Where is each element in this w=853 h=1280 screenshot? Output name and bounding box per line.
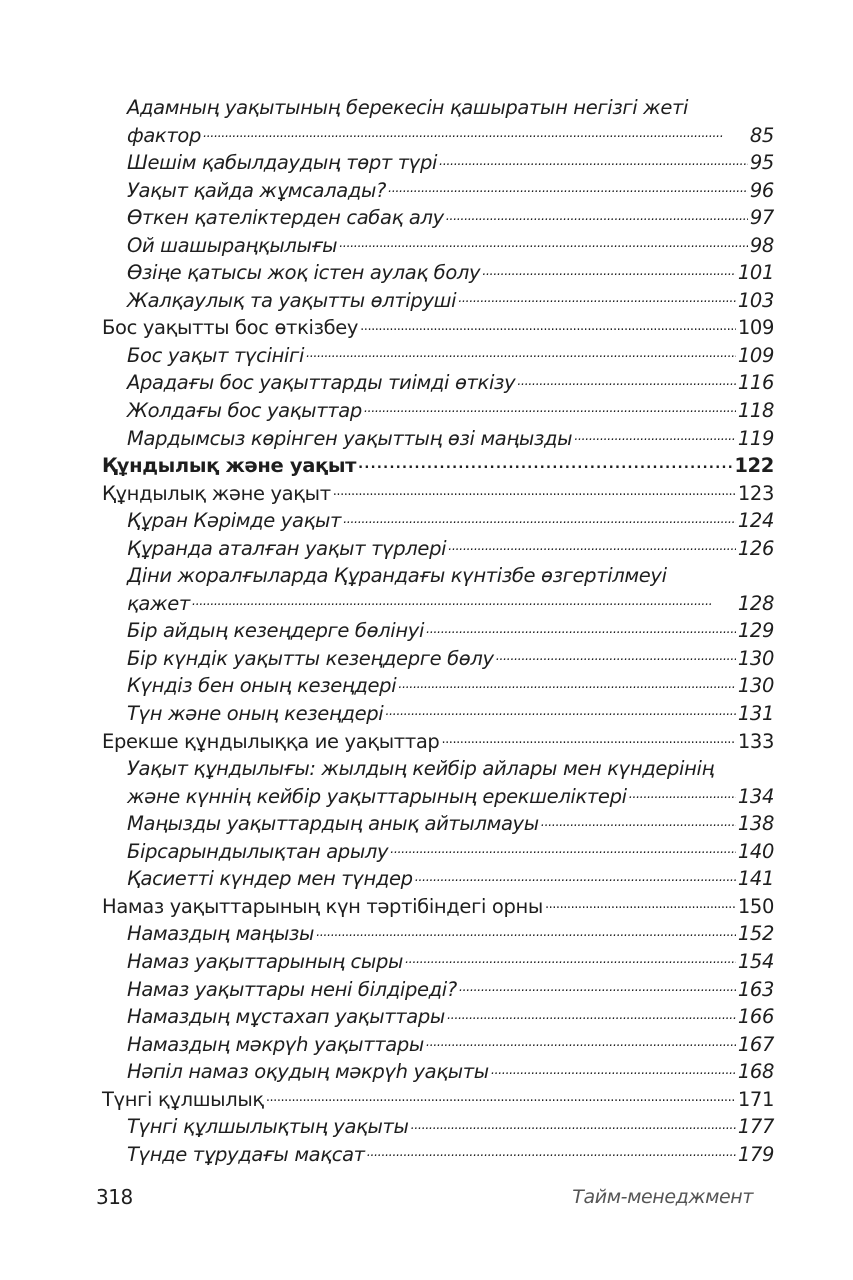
toc-section-entry [102, 645, 774, 673]
toc-entry-title: Түнде тұрудағы мақсат [127, 1142, 365, 1166]
dot-leader [266, 1086, 736, 1106]
toc-page-number: 118 [737, 399, 774, 423]
toc-entry-title: Бір айдың кезеңдерге бөлінуі [127, 619, 425, 643]
dot-leader [360, 315, 736, 335]
toc-entry-title: Шешім қабылдаудың төрт түрі [127, 151, 438, 175]
toc-page-number: 154 [737, 949, 774, 973]
dot-leader [426, 618, 736, 638]
toc-section-entry [102, 948, 774, 976]
toc-page-number: 166 [737, 1005, 774, 1029]
toc-section-entry [102, 810, 774, 838]
dot-leader [385, 701, 736, 721]
toc-page-number: 167 [737, 1032, 774, 1056]
toc-page-number: 140 [737, 839, 774, 863]
toc-section-entry [102, 617, 774, 645]
toc-page-number: 150 [737, 894, 774, 918]
toc-section-entry [102, 1141, 774, 1169]
toc-entry-title: Бірсарындылықтан арылу [127, 839, 389, 863]
toc-entry-title: Арадағы бос уақыттарды тиімді өткізу [127, 371, 516, 395]
toc-page-number: 177 [737, 1115, 774, 1139]
toc-entry-title: Уақыт құндылығы: жылдың кейбір айлары мен күндерінің [127, 757, 715, 781]
toc-section-entry [102, 507, 774, 535]
dot-leader [316, 921, 736, 941]
dot-leader [415, 866, 736, 886]
toc-page-number: 123 [737, 481, 774, 505]
dot-leader [339, 232, 748, 252]
toc-section-entry [102, 700, 774, 728]
dot-leader [459, 976, 736, 996]
toc-entry-title: қажет [127, 591, 190, 615]
toc-entry-title: Құран Кәрімде уақыт [127, 509, 342, 533]
dot-leader [441, 728, 735, 748]
toc-entry-title: Бос уақытты бос өткізбеу [102, 316, 359, 340]
toc-page-number: 130 [737, 674, 774, 698]
toc-entry-title: Түн және оның кезеңдері [127, 702, 384, 726]
toc-entry-title: Бос уақыт түсінігі [127, 343, 305, 367]
dot-leader [446, 205, 748, 225]
toc-section-entry [102, 783, 774, 811]
dot-leader [367, 1141, 736, 1161]
toc-section-entry [102, 1058, 774, 1086]
toc-page-number: 103 [737, 288, 774, 312]
toc-entry-title: Өзіңе қатысы жоқ істен аулақ болу [127, 261, 481, 285]
running-title: Тайм-менеджмент [572, 1186, 753, 1208]
toc-section-entry [102, 204, 774, 232]
dot-leader [574, 425, 736, 445]
dot-leader [458, 287, 736, 307]
toc-section-entry [102, 1031, 774, 1059]
toc-entry-title: Уақыт қайда жұмсалады? [127, 178, 387, 202]
toc-page-number: 119 [737, 426, 774, 450]
toc-page-number: 101 [737, 261, 774, 285]
toc-entry-title: Құндылық және уақыт [102, 481, 331, 505]
toc-chapter-entry [102, 480, 774, 508]
toc-page-number: 85 [749, 123, 774, 147]
dot-leader [541, 811, 736, 831]
toc-page-number: 128 [737, 591, 774, 615]
toc-entry-title: Бір күндік уақытты кезеңдерге бөлу [127, 646, 494, 670]
dot-leader [358, 453, 732, 473]
toc-section-entry [102, 397, 774, 425]
toc-entry-title: Адамның уақытының берекесін қашыратын негізгі жеті [127, 96, 689, 119]
toc-page-number: 124 [737, 509, 774, 533]
toc-section-entry [102, 672, 774, 700]
dot-leader [405, 948, 736, 968]
toc-entry-title: Күндіз бен оның кезеңдері [127, 674, 397, 698]
toc-entry-title: Намаздың мәкрүһ уақыттары [127, 1032, 424, 1056]
toc-entry-title: Өткен қателіктерден сабақ алу [127, 206, 444, 230]
toc-section-entry [102, 425, 774, 453]
toc-entry-title: Намаздың маңызы [127, 922, 315, 946]
dot-leader [364, 398, 736, 418]
dot-leader [192, 590, 736, 610]
toc-entry-title: Нәпіл намаз оқудың мәкрүһ уақыты [127, 1060, 489, 1084]
toc-page-number: 130 [737, 646, 774, 670]
toc-page-number: 109 [737, 316, 774, 340]
toc-page-number: 138 [737, 812, 774, 836]
toc-page-number: 171 [737, 1087, 774, 1111]
toc-entry-title: Намаз уақыттарының сыры [127, 949, 404, 973]
toc-section-entry [102, 535, 774, 563]
toc-chapter-entry [102, 728, 774, 756]
dot-leader [306, 342, 736, 362]
toc-entry-title: Құранда аталған уақыт түрлері [127, 536, 447, 560]
dot-leader [411, 1114, 736, 1134]
toc-page-number: 179 [737, 1142, 774, 1166]
dot-leader [439, 150, 748, 170]
toc-page-number: 98 [749, 233, 774, 257]
toc-page-number: 116 [737, 371, 774, 395]
dot-leader [482, 260, 736, 280]
dot-leader [426, 1031, 736, 1051]
toc-entry-title: Жалқаулық та уақытты өлтіруші [127, 288, 457, 312]
toc-chapter-entry [102, 893, 774, 921]
toc-section-entry [102, 1003, 774, 1031]
toc-page-number: 96 [749, 178, 774, 202]
toc-chapter-entry [102, 1086, 774, 1114]
toc-page-number: 129 [737, 619, 774, 643]
dot-leader [333, 480, 736, 500]
toc-page-number: 126 [737, 536, 774, 560]
toc-section-entry [102, 342, 774, 370]
dot-leader [545, 893, 736, 913]
toc-page-number: 109 [737, 343, 774, 367]
toc-section-entry [102, 920, 774, 948]
toc-entry-title: Түнгі құлшылықтың уақыты [127, 1115, 409, 1139]
toc-entry-title: Мардымсыз көрінген уақыттың өзі маңызды [127, 426, 573, 450]
toc-section-entry [102, 122, 774, 150]
dot-leader [496, 645, 736, 665]
dot-leader [203, 122, 748, 142]
dot-leader [491, 1059, 736, 1079]
toc-page-number: 163 [737, 977, 774, 1001]
toc-section-entry [102, 590, 774, 618]
toc-page-number: 152 [737, 922, 774, 946]
dot-leader [629, 783, 736, 803]
toc-entry-title: Түнгі құлшылық [102, 1087, 264, 1111]
toc-entry-title: Құндылық және уақыт [102, 454, 357, 478]
page-number: 318 [96, 1185, 133, 1209]
toc-section-entry [102, 1113, 774, 1141]
dot-leader [448, 535, 736, 555]
toc-section-entry [102, 287, 774, 315]
dot-leader [447, 1004, 736, 1024]
table-of-contents [102, 94, 774, 1168]
toc-section-entry [102, 976, 774, 1004]
toc-section-entry [102, 259, 774, 287]
dot-leader [343, 508, 736, 528]
toc-section-entry [102, 177, 774, 205]
dot-leader [388, 177, 748, 197]
toc-page-number: 141 [737, 867, 774, 891]
toc-entry-title: Намаздың мұстахап уақыттары [127, 1005, 445, 1029]
toc-entry-title: және күннің кейбір уақыттарының ерекшеліктері [127, 784, 627, 808]
toc-entry-title: Маңызды уақыттардың анық айтылмауы [127, 812, 539, 836]
dot-leader [390, 838, 736, 858]
dot-leader [517, 370, 736, 390]
toc-entry-title: Діни жоралғыларда Құрандағы күнтізбе өзгертілмеуі [127, 564, 667, 588]
toc-page-number: 122 [734, 454, 774, 478]
toc-section-entry [102, 562, 774, 590]
toc-page-number: 134 [737, 784, 774, 808]
toc-entry-title: фактор [127, 123, 201, 147]
toc-page-number: 131 [737, 702, 774, 726]
toc-section-entry [102, 94, 774, 122]
toc-section-entry [102, 865, 774, 893]
toc-page-number: 95 [749, 151, 774, 175]
toc-page-number: 97 [749, 206, 774, 230]
toc-entry-title: Қасиетті күндер мен түндер [127, 867, 413, 891]
toc-section-entry [102, 369, 774, 397]
toc-page-number: 168 [737, 1060, 774, 1084]
toc-section-entry [102, 149, 774, 177]
toc-entry-title: Намаз уақыттарының күн тәртібіндегі орны [102, 894, 543, 918]
toc-part-heading [102, 452, 774, 480]
toc-chapter-entry [102, 314, 774, 342]
toc-entry-title: Ерекше құндылыққа ие уақыттар [102, 729, 440, 753]
toc-entry-title: Жолдағы бос уақыттар [127, 399, 362, 423]
toc-section-entry [102, 838, 774, 866]
toc-entry-title: Ой шашыраңқылығы [127, 233, 338, 257]
toc-section-entry [102, 232, 774, 260]
toc-page-number: 133 [737, 729, 774, 753]
toc-section-entry [102, 755, 774, 783]
dot-leader [398, 673, 736, 693]
toc-entry-title: Намаз уақыттары нені білдіреді? [127, 977, 457, 1001]
